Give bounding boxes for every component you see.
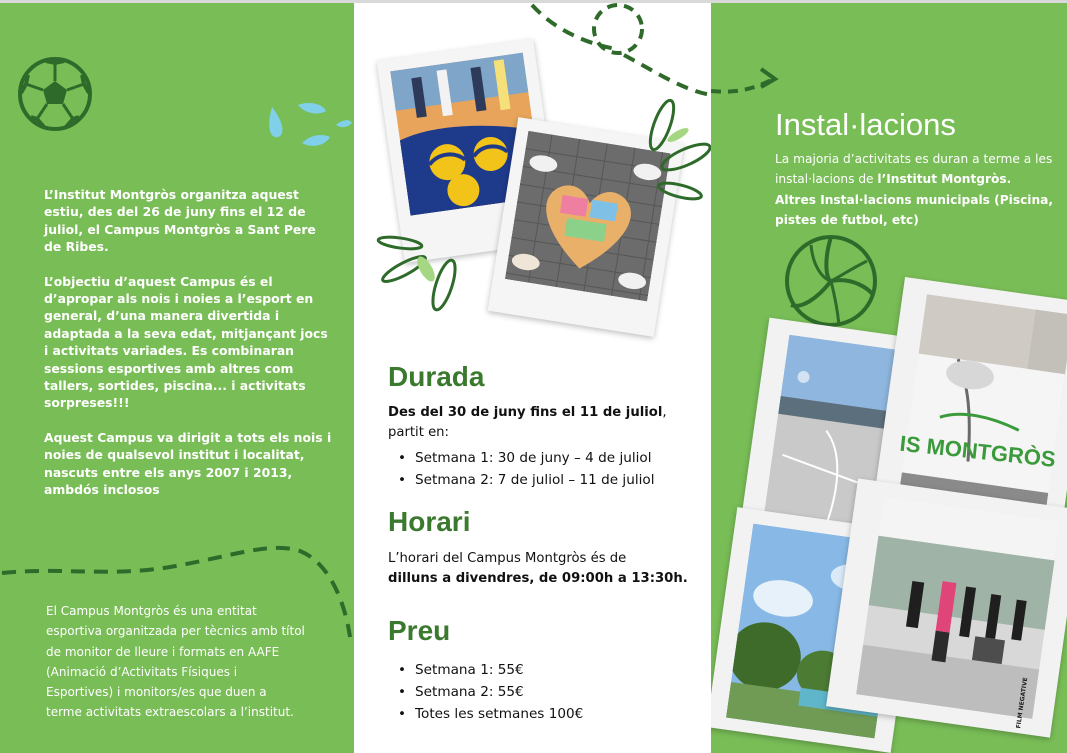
horari-heading: Horari [388, 506, 471, 537]
school-sign-text: IS MONTGRÒS [898, 430, 1057, 472]
horari-text [388, 549, 698, 589]
list-item: • Setmana 1: 30 de juny – 4 de juliol [398, 447, 698, 469]
students-photo [826, 478, 1067, 737]
installations-text [775, 149, 1055, 230]
durada-dates: Des del 30 de juny fins el 11 de juliol [388, 405, 663, 420]
horari-line-1: L’horari del Campus Montgròs és de [388, 551, 627, 566]
intro-text [44, 186, 334, 516]
film-label: FILM NEGATIVE [1015, 676, 1030, 729]
middle-panel [354, 3, 711, 753]
water-drops-icon [264, 99, 354, 157]
durada-heading: Durada [388, 361, 485, 392]
intro-paragraph-2: L’objectiu d’aquest Campus és el d’apropar als nois i noies a l’esport en general, d’una manera divertida i adaptada a la seva edat, mitjançant jocs i activitats variades. Es combinaran sessions esportives amb altres com tallers, sortides, piscina... i activitats sorpreses!!! [44, 273, 328, 411]
installations-text-bold-2: Altres Instal·lacions municipals (Piscina, pistes de futbol, etc) [775, 192, 1054, 227]
left-panel [0, 3, 354, 753]
intro-paragraph-1: L’Institut Montgròs organitza aquest estiu, des del 26 de juny fins el 12 de juliol, el Campus Montgròs a Sant Pere de Ribes. [44, 187, 316, 255]
right-panel [711, 3, 1067, 753]
footer-text: El Campus Montgròs és una entitat esportiva organitzada per tècnics amb títol de monitor de lleure i formats en AAFE (Animació d’Activitats Físiques i Esportives) i monitors/es que duen a terme activitats extraescolars a l’institut. [46, 604, 305, 720]
dashed-arrow-decoration [711, 51, 781, 101]
installations-title: Instal·lacions [775, 107, 956, 142]
horari-line-2: dilluns a divendres, de 09:00h a 13:30h. [388, 571, 688, 586]
preu-heading: Preu [388, 615, 451, 646]
installations-text-bold-1: l’Institut Montgròs. [877, 172, 1012, 187]
students-photo-image [856, 496, 1060, 719]
durada-suffix: , partit en: [388, 405, 667, 440]
preu-list [398, 659, 698, 725]
volleyball-icon [783, 233, 879, 329]
installations-text-plain: La majoria d’activitats es duran a terme a les instal·lacions de [775, 152, 1053, 187]
list-item: • Totes les setmanes 100€ [398, 703, 698, 725]
durada-text [388, 403, 698, 443]
list-item: • Setmana 2: 7 de juliol – 11 de juliol [398, 469, 698, 491]
leaf-decoration-right [644, 93, 711, 213]
leaf-decoration-left [374, 229, 464, 319]
list-item: • Setmana 1: 55€ [398, 659, 698, 681]
intro-paragraph-3: Aquest Campus va dirigit a tots els nois i noies de qualsevol institut i localitat, nascuts entre els anys 2007 i 2013, ambdós inclosos [44, 429, 332, 498]
durada-list [398, 447, 698, 491]
list-item: • Setmana 2: 55€ [398, 681, 698, 703]
soccer-ball-icon [16, 55, 94, 133]
